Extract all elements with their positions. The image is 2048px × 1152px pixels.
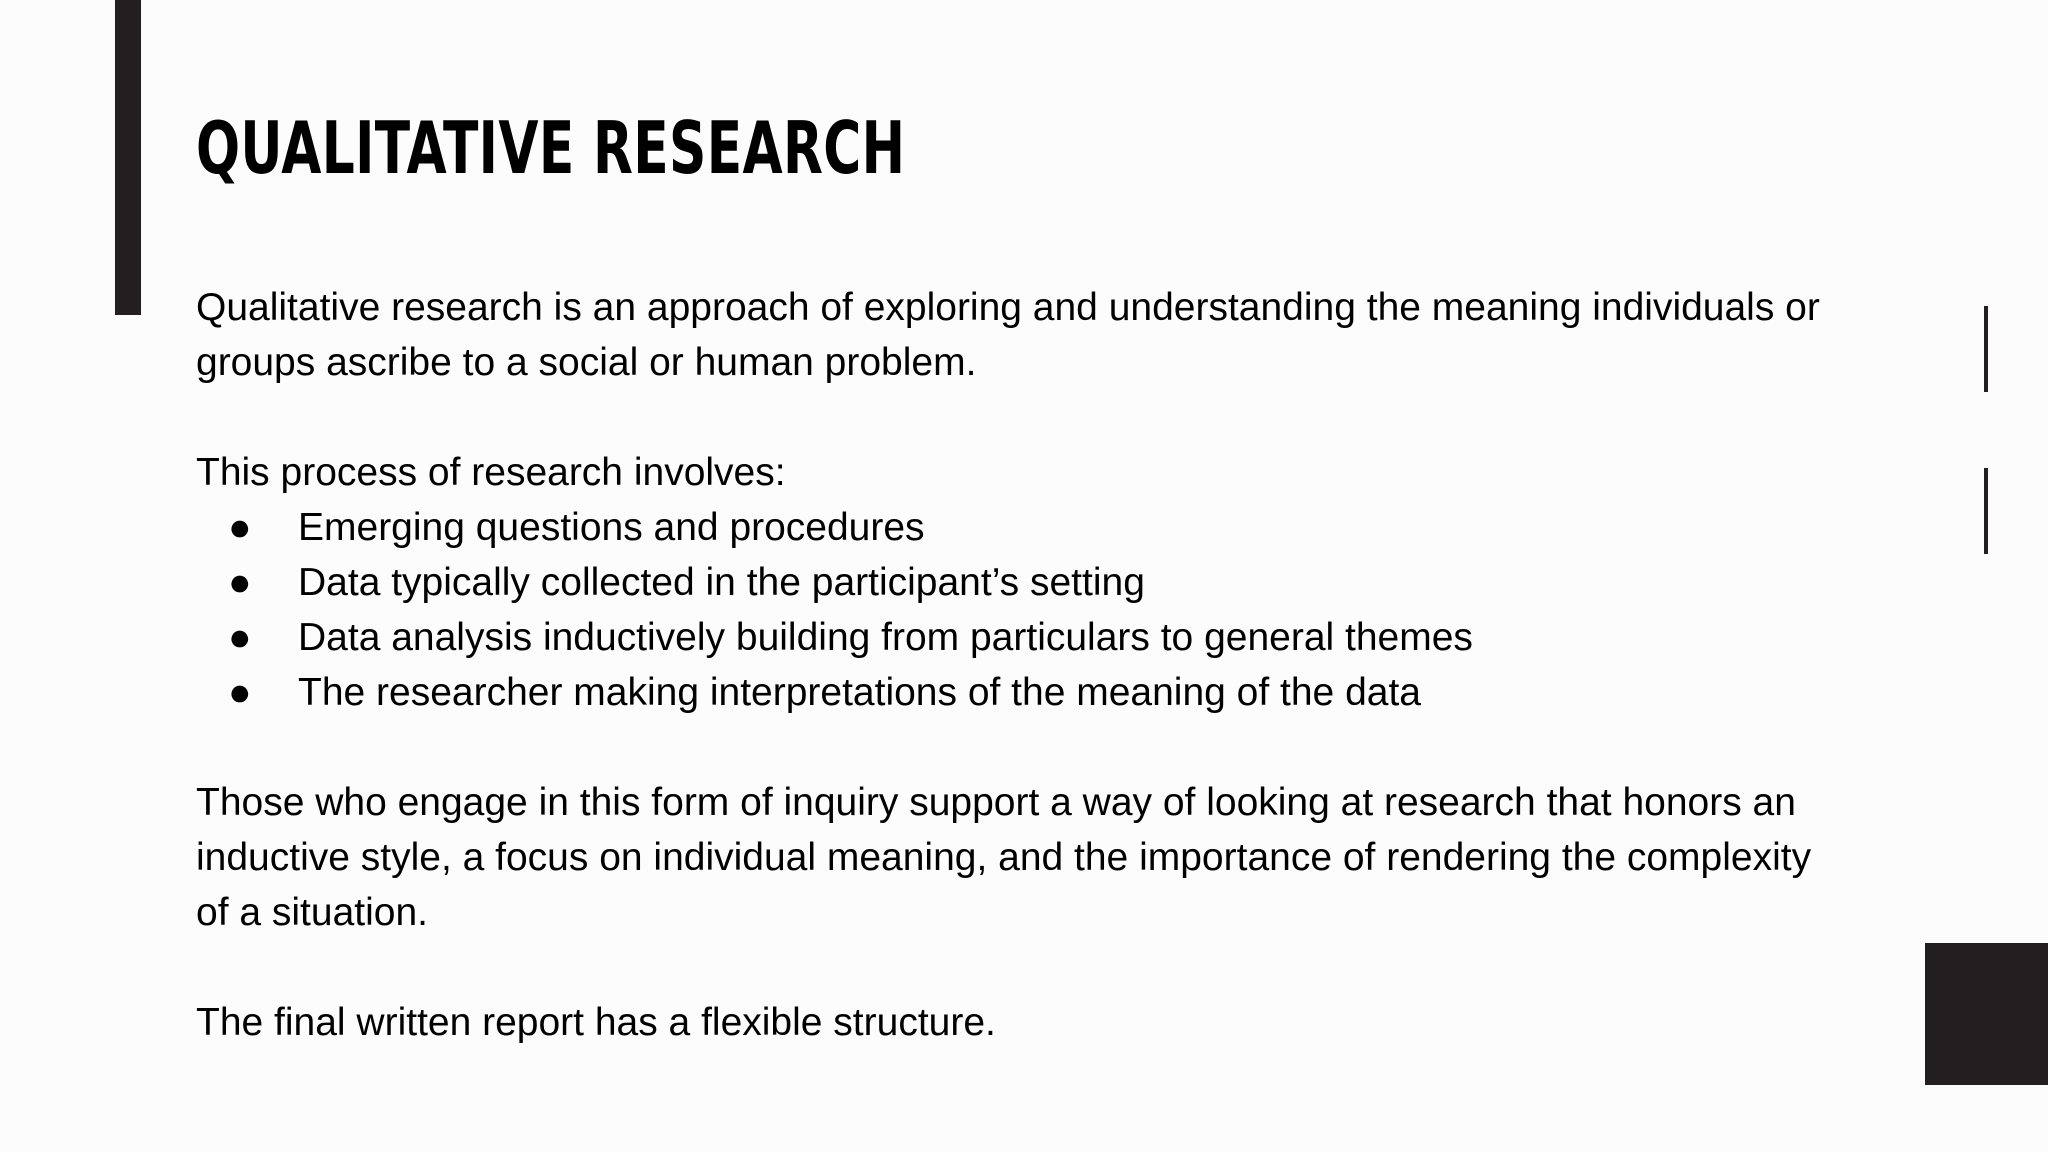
right-accent-line-bottom <box>1984 468 1988 554</box>
list-item <box>196 610 1846 665</box>
right-accent-line-top <box>1984 306 1988 392</box>
bullet-icon: ● <box>228 561 252 604</box>
spacer <box>196 940 1846 995</box>
corner-accent-block <box>1925 943 2048 1085</box>
bullet-icon: ● <box>228 671 252 714</box>
list-item-text: Emerging questions and procedures <box>298 506 925 549</box>
inquiry-paragraph: Those who engage in this form of inquiry support a way of looking at research that honors an inductive style, a focus on individual meaning, and the importance of rendering the complexity of a situation. <box>196 781 1812 934</box>
bullet-icon: ● <box>228 506 252 549</box>
list-item <box>196 665 1846 720</box>
list-item <box>196 555 1846 610</box>
bullet-icon: ● <box>228 616 252 659</box>
process-list <box>196 500 1846 720</box>
definition-paragraph: Qualitative research is an approach of exploring and understanding the meaning individuals or groups ascribe to a social or human problem. <box>196 286 1820 384</box>
slide-title: QUALITATIVE RESEARCH <box>196 106 906 190</box>
list-item <box>196 500 1846 555</box>
slide-body <box>196 280 1846 1050</box>
left-accent-bar <box>115 0 141 315</box>
report-paragraph: The final written report has a flexible structure. <box>196 1001 996 1044</box>
list-item-text: Data typically collected in the participant’s setting <box>298 561 1145 604</box>
list-intro: This process of research involves: <box>196 451 786 494</box>
list-item-text: The researcher making interpretations of the meaning of the data <box>298 671 1421 714</box>
spacer <box>196 390 1846 445</box>
list-item-text: Data analysis inductively building from particulars to general themes <box>298 616 1473 659</box>
spacer <box>196 720 1846 775</box>
